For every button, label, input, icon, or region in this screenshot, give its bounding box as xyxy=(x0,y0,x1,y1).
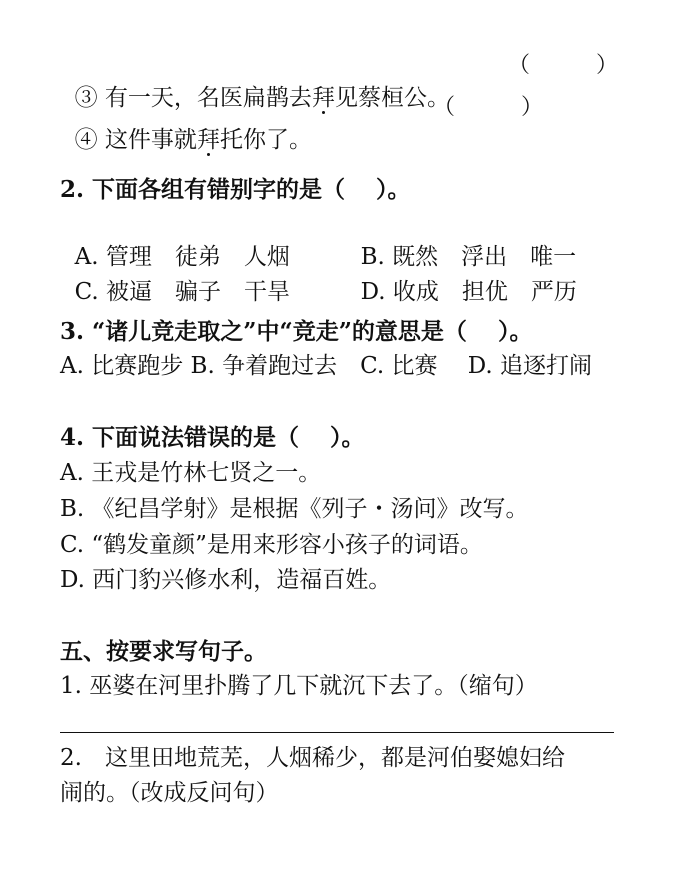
item-number: ③ xyxy=(74,85,98,111)
sentence-2-line-2: 闹的。（改成反问句） xyxy=(60,780,279,806)
q4-option-b: B. 《纪昌学射》是根据《列子・汤问》改写。 xyxy=(60,496,529,522)
q2-title: 2. 下面各组有错别字的是（ ）。 xyxy=(60,176,411,203)
section-5-title: 五、按要求写句子。 xyxy=(60,638,267,665)
dotted-character: 拜 xyxy=(311,85,335,111)
dotted-character: 拜 xyxy=(196,127,220,153)
q2-options-row-2 xyxy=(60,244,577,308)
q3-options: A. 比赛跑步 B. 争着跑过去 C. 比赛 D. 追逐打闹 xyxy=(60,353,593,379)
option-c: C. 被逼 骗子 干旱 xyxy=(74,279,291,305)
q4-title: 4. 下面说法错误的是（ ）。 xyxy=(60,424,365,451)
q4-option-c: C. “鹤发童颜”是用来形容小孩子的词语。 xyxy=(60,532,483,558)
item-text-post: 见蔡桓公。 xyxy=(334,85,450,111)
q4-option-d: D. 西门豹兴修水利，造福百姓。 xyxy=(60,567,392,593)
q1-item-4 xyxy=(60,92,312,156)
option-d: D. 收成 担优 严历 xyxy=(360,279,577,305)
q4-option-a: A. 王戎是竹林七贤之一。 xyxy=(60,460,322,486)
item-text-pre: 这件事就 xyxy=(97,127,197,153)
item-number: ④ xyxy=(74,127,98,153)
sentence-2-line-1: 2. 这里田地荒芜，人烟稀少，都是河伯娶媳妇给 xyxy=(60,745,565,771)
item-text-post: 托你了。 xyxy=(219,127,312,153)
answer-blank-line[interactable] xyxy=(60,732,614,733)
item-text-pre: 有一天，名医扁鹊去 xyxy=(97,85,312,111)
answer-parentheses[interactable]: （ ） xyxy=(433,95,544,120)
option-a: A. 管理 徒弟 人烟 xyxy=(74,244,290,270)
sentence-1: 1. 巫婆在河里扑腾了几下就沉下去了。（缩句） xyxy=(60,673,538,699)
answer-parentheses[interactable]: （ ） xyxy=(508,53,619,78)
option-b: B. 既然 浮出 唯一 xyxy=(360,244,577,270)
q3-title: 3. “诸儿竞走取之”中“竞走”的意思是（ ）。 xyxy=(60,318,533,345)
